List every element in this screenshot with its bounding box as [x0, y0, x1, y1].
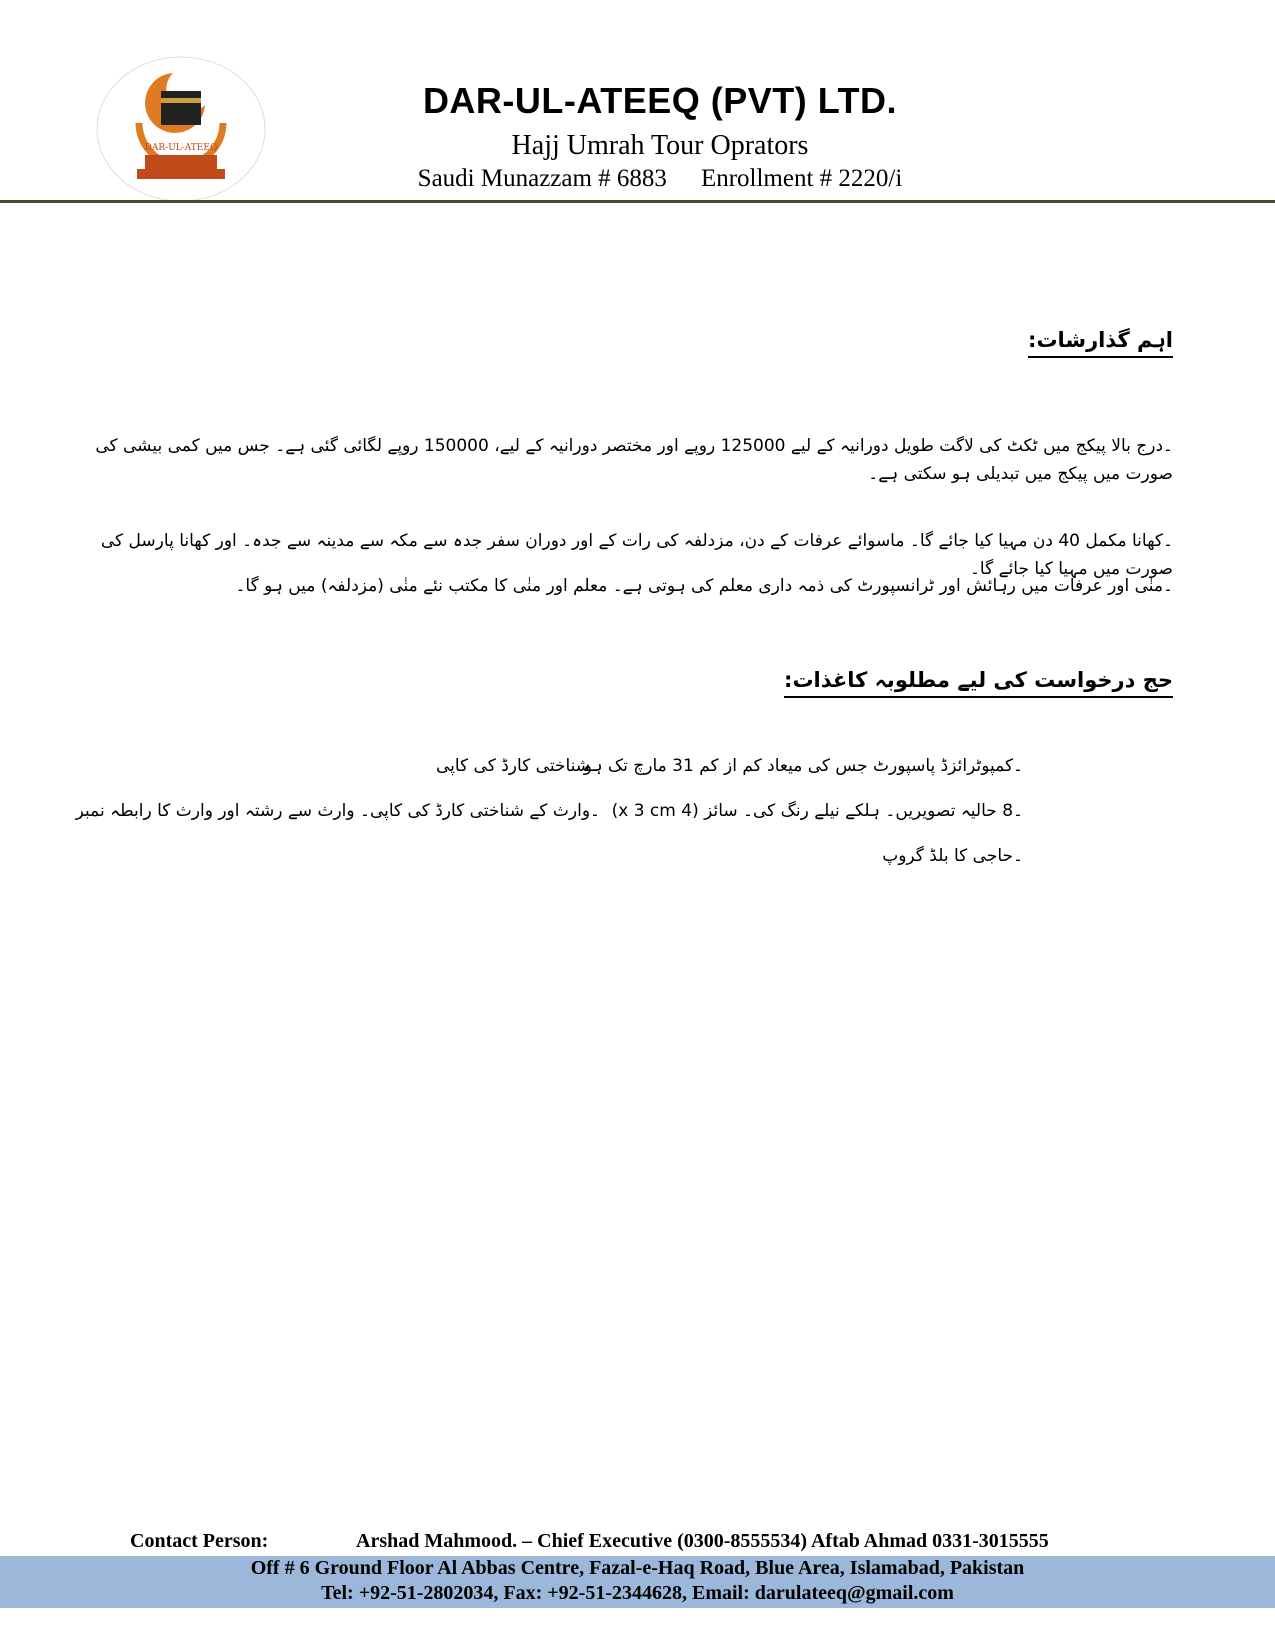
enrollment-number: Enrollment # 2220/i — [700, 165, 903, 192]
header-divider — [0, 200, 1275, 203]
contact-numbers: Tel: +92-51-2802034, Fax: +92-51-2344628, Email: darulateeq@gmail.com — [321, 1582, 954, 1604]
document-item: ۔وارث کے شناختی کارڈ کی کاپی۔ وارث سے رشتہ اور وارث کا رابطہ نمبر — [75, 801, 600, 821]
office-address: Off # 6 Ground Floor Al Abbas Centre, Fazal-e-Haq Road, Blue Area, Islamabad, Pakistan — [250, 1557, 1025, 1579]
contact-label: Contact Person: — [130, 1530, 269, 1552]
note-item: ۔کھانا مکمل 40 دن مہیا کیا جائے گا۔ ماسوائے عرفات کے دن، مزدلفہ کی رات کے اور دوران سفر جدہ سے مکہ سے مدینہ سے جدہ۔ اور کھانا پارسل کی صورت میں مہیا کیا جائے گا۔ — [100, 531, 1173, 579]
contact-persons: Arshad Mahmood. – Chief Executive (0300-8555534) Aftab Ahmad 0331-3015555 — [356, 1530, 1049, 1552]
munazzam-number: Saudi Munazzam # 6883 — [417, 165, 667, 192]
notes-heading: اہم گذارشات: — [1028, 328, 1173, 358]
documents-heading: حج درخواست کی لیے مطلوبہ کاغذات: — [784, 668, 1173, 698]
logo-text: DAR-UL-ATEEQ — [144, 143, 218, 153]
company-logo — [95, 55, 267, 203]
contact-line — [130, 1530, 1170, 1553]
company-name: DAR-UL-ATEEQ (PVT) LTD. — [422, 80, 898, 121]
document-item: ۔کمپوٹرائزڈ پاسپورٹ جس کی میعاد کم از کم 31 مارچ تک ہو — [583, 756, 1023, 776]
document-item: ۔شناختی کارڈ کی کاپی — [435, 756, 600, 776]
document-item: ۔8 حالیہ تصویریں۔ ہلکے نیلے رنگ کی۔ سائز (4 x 3 cm) — [611, 801, 1023, 821]
registration-line — [300, 165, 1020, 193]
note-item: ۔منٰی اور عرفات میں رہائش اور ٹرانسپورٹ کی ذمہ داری معلم کی ہوتی ہے۔ معلم اور منٰی کا مکتب نئے منٰی (مزدلفہ) میں ہو گا۔ — [235, 576, 1173, 596]
note-item: ۔درج بالا پیکج میں ٹکٹ کی لاگت طویل دورانیہ کے لیے 125000 روپے اور مختصر دورانیہ کے لیے، 150000 روپے لگائی گئی ہے۔ جس میں کمی بیشی کی صورت میں پیکج میں تبدیلی ہو سکتی ہے۔ — [95, 436, 1173, 484]
company-tagline: Hajj Umrah Tour Oprators — [511, 130, 809, 161]
document-item: ۔حاجی کا بلڈ گروپ — [882, 846, 1023, 866]
